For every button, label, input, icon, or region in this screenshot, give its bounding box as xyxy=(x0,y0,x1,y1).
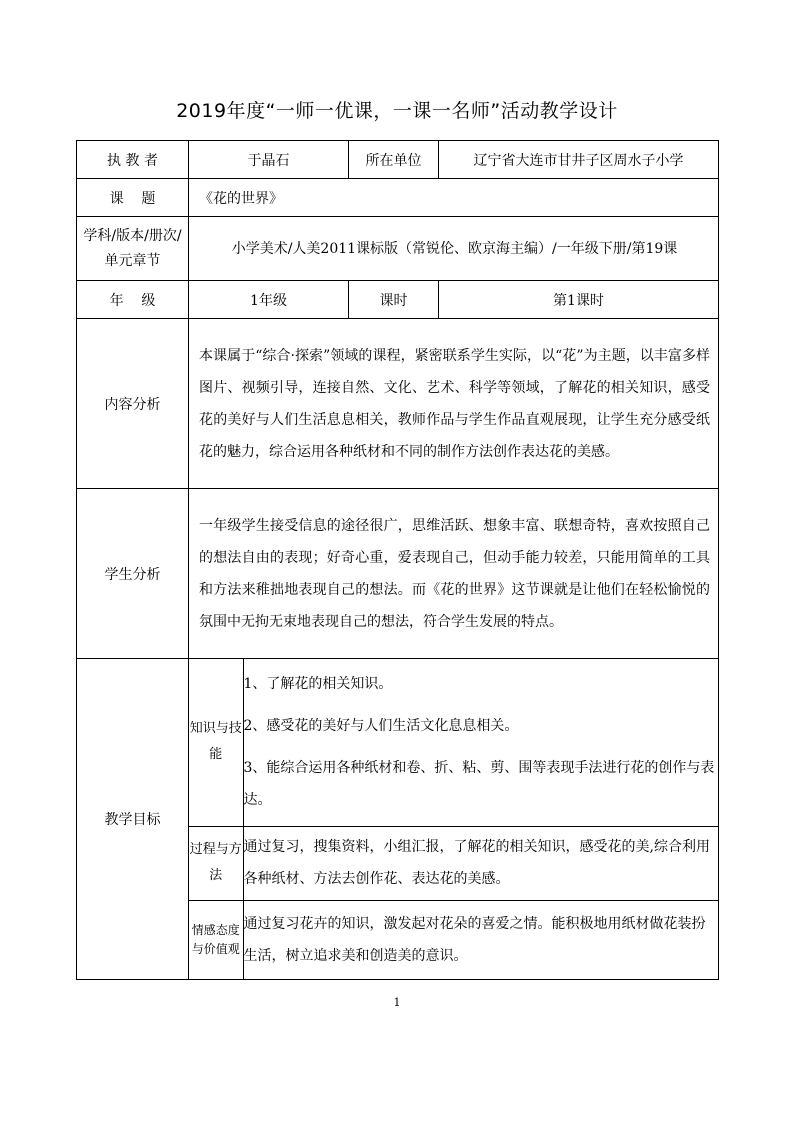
goal-knowledge-item: 2、感受花的美好与人们生活文化息息相关。 xyxy=(243,718,519,735)
student-analysis-text: 一年级学生接受信息的途径很广，思维活跃、想象丰富、联想奇特，喜欢按照自己的想法自由的表现；好奇心重，爱表现自己，但动手能力较差，只能用简单的工具和方法来稚拙地表现自己的想法。而《花的世界》这节课就是让他们在轻松愉悦的氛围中无拘无束地表现自己的想法，符合学生发展的特点。 xyxy=(189,489,719,659)
goal-knowledge-item: 1、了解花的相关知识。 xyxy=(243,676,393,693)
topic-label: 课 题 xyxy=(77,179,189,217)
goal-knowledge-label: 知识与技能 xyxy=(189,659,243,826)
student-analysis-label: 学生分析 xyxy=(77,489,189,659)
goal-attitude-item: 通过复习花卉的知识，激发起对花朵的喜爱之情。能积极地用纸材做花装扮生活，树立追求美和创造美的意识。 xyxy=(243,915,706,964)
page-number: 1 xyxy=(393,996,401,1009)
content-analysis-text: 本课属于“综合·探索”领域的课程，紧密联系学生实际，以“花”为主题，以丰富多样图片、视频引导，连接自然、文化、艺术、科学等领域，了解花的相关知识，感受花的美好与人们生活息息相关，教师作品与学生作品直观展现，让学生充分感受纸花的魅力，综合运用各种纸材和不同的制作方法创作表达花的美感。 xyxy=(189,319,719,489)
topic-value: 《花的世界》 xyxy=(189,179,719,217)
teacher-value: 于晶石 xyxy=(189,141,349,179)
grade-label: 年 级 xyxy=(77,281,189,319)
goal-knowledge-item: 3、能综合运用各种纸材和卷、折、粘、剪、围等表现手法进行花的创作与表达。 xyxy=(243,760,715,809)
unit-value: 辽宁省大连市甘井子区周水子小学 xyxy=(439,141,719,179)
teaching-goals-label: 教学目标 xyxy=(77,659,189,980)
content-analysis-label: 内容分析 xyxy=(77,319,189,489)
document-title: 2019年度“一师一优课，一课一名师”活动教学设计 xyxy=(176,100,618,122)
period-label: 课时 xyxy=(349,281,439,319)
teacher-label: 执 教 者 xyxy=(77,141,189,179)
goal-process-label: 过程与方法 xyxy=(189,826,243,900)
lesson-design-table xyxy=(76,140,719,980)
period-value: 第1课时 xyxy=(439,281,719,319)
unit-label: 所在单位 xyxy=(349,141,439,179)
subject-label: 学科/版本/册次/单元章节 xyxy=(77,217,189,281)
goal-attitude-label: 情感态度与价值观 xyxy=(189,900,243,979)
grade-value: 1年级 xyxy=(189,281,349,319)
teaching-goals-subtable xyxy=(189,659,718,979)
subject-value: 小学美术/人美2011课标版（常锐伦、欧京海主编）/一年级下册/第19课 xyxy=(189,217,719,281)
goal-process-item: 通过复习，搜集资料，小组汇报，了解花的相关知识，感受花的美,综合利用各种纸材、方法去创作花、表达花的美感。 xyxy=(243,839,710,888)
